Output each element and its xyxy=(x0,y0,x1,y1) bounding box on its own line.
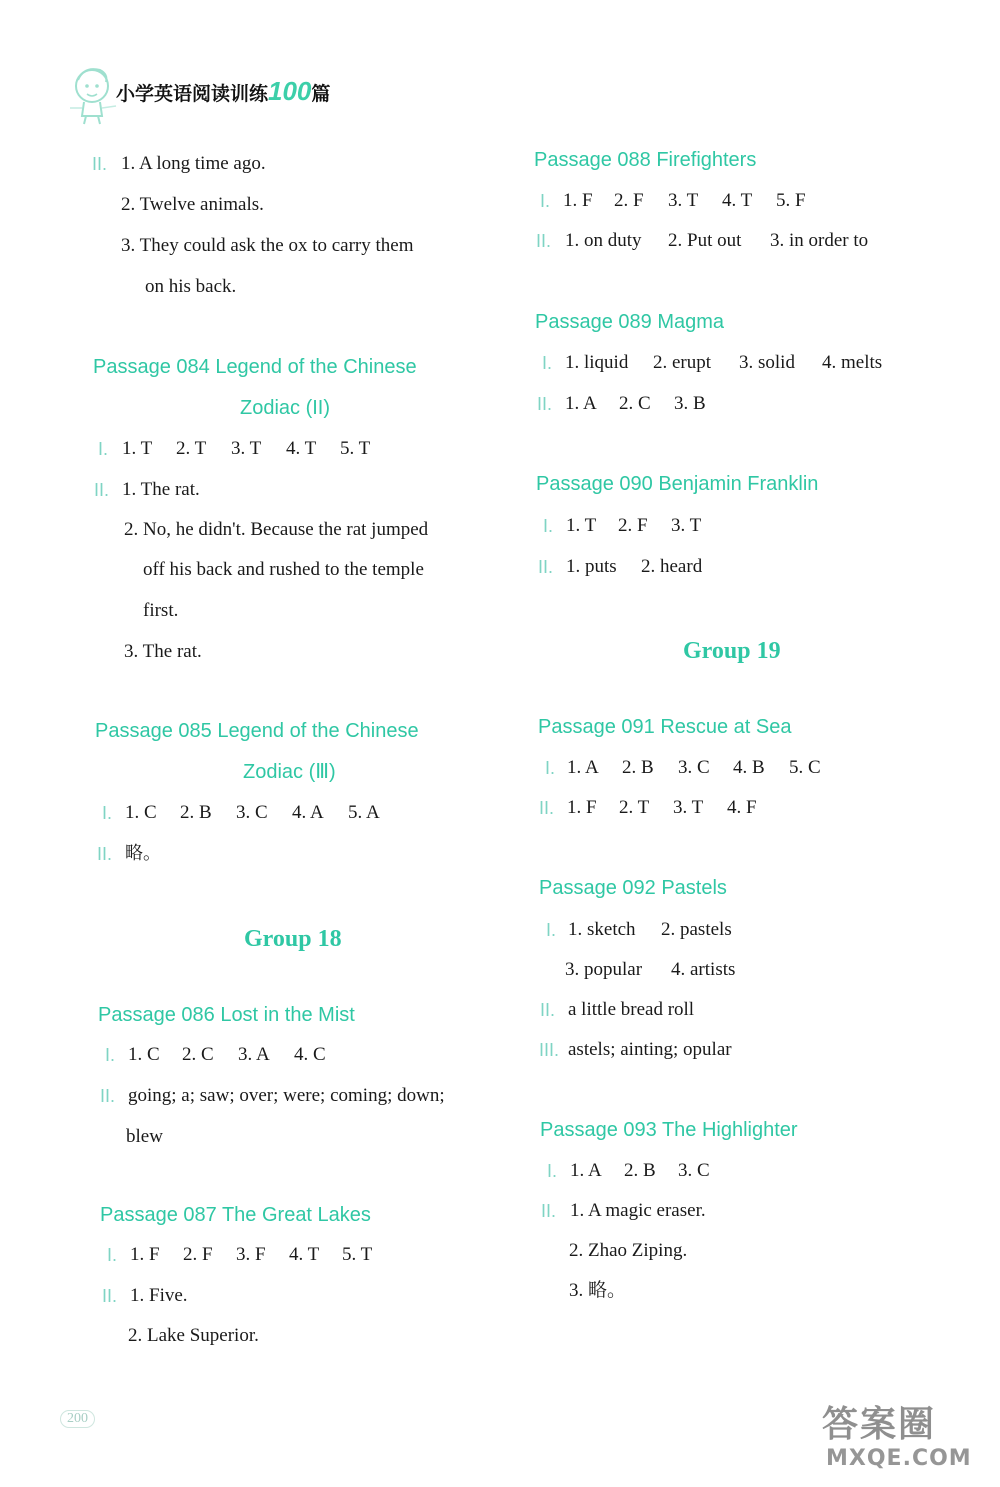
answer-item: 3. C xyxy=(678,757,710,778)
answer-item: 4. F xyxy=(727,797,757,818)
answer-item: 2. C xyxy=(182,1044,214,1065)
answer-item: 3. F xyxy=(236,1244,266,1265)
passage-title: Passage 088 Firefighters xyxy=(534,149,757,171)
answer-item: 1. C xyxy=(128,1044,160,1065)
answer-item: 1. T xyxy=(122,438,153,459)
answer-item: 5. T xyxy=(342,1244,373,1265)
answer-item: 1. A xyxy=(565,393,597,414)
watermark-logo: 答案圈 xyxy=(822,1404,937,1445)
answer-item: 2. C xyxy=(619,393,651,414)
answer-item: 3. C xyxy=(678,1160,710,1181)
answer-item: 1. A xyxy=(570,1160,602,1181)
answer-item: 2. B xyxy=(180,802,212,823)
answer-line: 1. A magic eraser. xyxy=(570,1200,706,1221)
answer-line: 2. No, he didn't. Because the rat jumped xyxy=(124,519,429,540)
roman-numeral: I. xyxy=(107,1245,118,1265)
roman-numeral: II. xyxy=(92,154,108,174)
answer-item: 3. in order to xyxy=(770,230,869,251)
answer-line: astels; ainting; opular xyxy=(568,1039,732,1060)
answer-item: 1. on duty xyxy=(565,230,642,251)
answer-line: on his back. xyxy=(145,276,237,297)
answer-item: 2. Put out xyxy=(668,230,742,251)
roman-numeral: II. xyxy=(540,1000,556,1020)
answer-item: 2. heard xyxy=(641,556,703,577)
passage-title-cont: Zodiac (Ⅲ) xyxy=(243,761,336,783)
answer-line: 1. The rat. xyxy=(122,479,200,500)
passage-title: Passage 093 The Highlighter xyxy=(540,1119,798,1141)
passage-title: Passage 085 Legend of the Chinese xyxy=(95,720,419,742)
answer-item: 5. A xyxy=(348,802,380,823)
answer-item: 5. F xyxy=(776,190,806,211)
passage-title: Passage 086 Lost in the Mist xyxy=(98,1004,355,1026)
passage-title: Passage 084 Legend of the Chinese xyxy=(93,356,417,378)
answer-line: 1. A long time ago. xyxy=(121,153,266,174)
answer-line: 略。 xyxy=(125,843,161,864)
answer-item: 1. T xyxy=(566,515,597,536)
answer-item: 4. A xyxy=(292,802,324,823)
answer-item: 4. T xyxy=(722,190,753,211)
roman-numeral: I. xyxy=(540,191,551,211)
group-heading: Group 18 xyxy=(244,926,342,952)
answer-line: blew xyxy=(126,1126,163,1147)
answer-item: 3. solid xyxy=(739,352,795,373)
answer-item: 1. C xyxy=(125,802,157,823)
passage-title: Passage 089 Magma xyxy=(535,311,725,333)
roman-numeral: III. xyxy=(539,1040,560,1060)
answer-item: 3. T xyxy=(671,515,702,536)
answer-item: 2. erupt xyxy=(653,352,712,373)
passage-title: Passage 092 Pastels xyxy=(539,877,727,899)
roman-numeral: II. xyxy=(94,480,110,500)
answer-item: 2. B xyxy=(624,1160,656,1181)
book-title-suffix: 篇 xyxy=(311,83,331,105)
roman-numeral: II. xyxy=(541,1201,557,1221)
roman-numeral: II. xyxy=(536,231,552,251)
answer-line: 3. 略。 xyxy=(569,1280,627,1301)
answer-item: 5. T xyxy=(340,438,371,459)
answer-line: going; a; saw; over; were; coming; down; xyxy=(128,1085,445,1106)
answer-line: 2. Zhao Ziping. xyxy=(569,1240,688,1261)
answer-item: 2. F xyxy=(618,515,648,536)
answer-item: 3. B xyxy=(674,393,706,414)
answer-item: 4. T xyxy=(286,438,317,459)
group-heading: Group 19 xyxy=(683,638,781,664)
answer-item: 1. liquid xyxy=(565,352,629,373)
answer-item: 2. F xyxy=(614,190,644,211)
answer-item: 1. sketch xyxy=(568,919,636,940)
answer-item: 5. C xyxy=(789,757,821,778)
watermark-url: MXQE.COM xyxy=(826,1446,972,1471)
answer-item: 4. B xyxy=(733,757,765,778)
answer-item: 3. A xyxy=(238,1044,270,1065)
answer-item: 3. T xyxy=(231,438,262,459)
answer-line: a little bread roll xyxy=(568,999,695,1020)
answer-item: 2. T xyxy=(619,797,650,818)
passage-title-cont: Zodiac (II) xyxy=(240,397,331,419)
roman-numeral: I. xyxy=(542,353,553,373)
answer-item: 4. T xyxy=(289,1244,320,1265)
answer-line: first. xyxy=(143,600,179,621)
answer-item: 2. F xyxy=(183,1244,213,1265)
answer-line: 3. The rat. xyxy=(124,641,202,662)
roman-numeral: I. xyxy=(545,758,556,778)
roman-numeral: II. xyxy=(97,844,113,864)
roman-numeral: II. xyxy=(100,1086,116,1106)
answer-line: 2. Lake Superior. xyxy=(128,1325,259,1346)
answer-item: 1. A xyxy=(567,757,599,778)
answer-item: 3. T xyxy=(668,190,699,211)
roman-numeral: II. xyxy=(539,798,555,818)
answer-item: 4. artists xyxy=(671,959,736,980)
answer-item: 1. F xyxy=(563,190,593,211)
answer-item: 2. T xyxy=(176,438,207,459)
answer-line: 2. Twelve animals. xyxy=(121,194,264,215)
book-title: 小学英语阅读训练 xyxy=(116,83,269,105)
roman-numeral: I. xyxy=(543,516,554,536)
answer-item: 3. T xyxy=(673,797,704,818)
roman-numeral: I. xyxy=(98,439,109,459)
roman-numeral: I. xyxy=(105,1045,116,1065)
answer-item: 4. C xyxy=(294,1044,326,1065)
roman-numeral: I. xyxy=(547,1161,558,1181)
answer-item: 1. F xyxy=(130,1244,160,1265)
passage-title: Passage 090 Benjamin Franklin xyxy=(536,473,819,495)
answer-item: 2. B xyxy=(622,757,654,778)
answer-item: 4. melts xyxy=(822,352,883,373)
passage-title: Passage 091 Rescue at Sea xyxy=(538,716,792,738)
roman-numeral: II. xyxy=(102,1286,118,1306)
roman-numeral: II. xyxy=(538,557,554,577)
page-number: 200 xyxy=(60,1410,95,1428)
answer-line: 3. They could ask the ox to carry them xyxy=(121,235,414,256)
answer-item: 2. pastels xyxy=(661,919,732,940)
answer-item: 1. F xyxy=(567,797,597,818)
answer-item: 3. C xyxy=(236,802,268,823)
roman-numeral: I. xyxy=(546,920,557,940)
answer-item: 1. puts xyxy=(566,556,617,577)
passage-title: Passage 087 The Great Lakes xyxy=(100,1204,371,1226)
answer-line: 1. Five. xyxy=(130,1285,188,1306)
answer-line: off his back and rushed to the temple xyxy=(143,559,424,580)
answer-item: 3. popular xyxy=(565,959,643,980)
roman-numeral: I. xyxy=(102,803,113,823)
roman-numeral: II. xyxy=(537,394,553,414)
book-title-number: 100 xyxy=(268,76,312,106)
